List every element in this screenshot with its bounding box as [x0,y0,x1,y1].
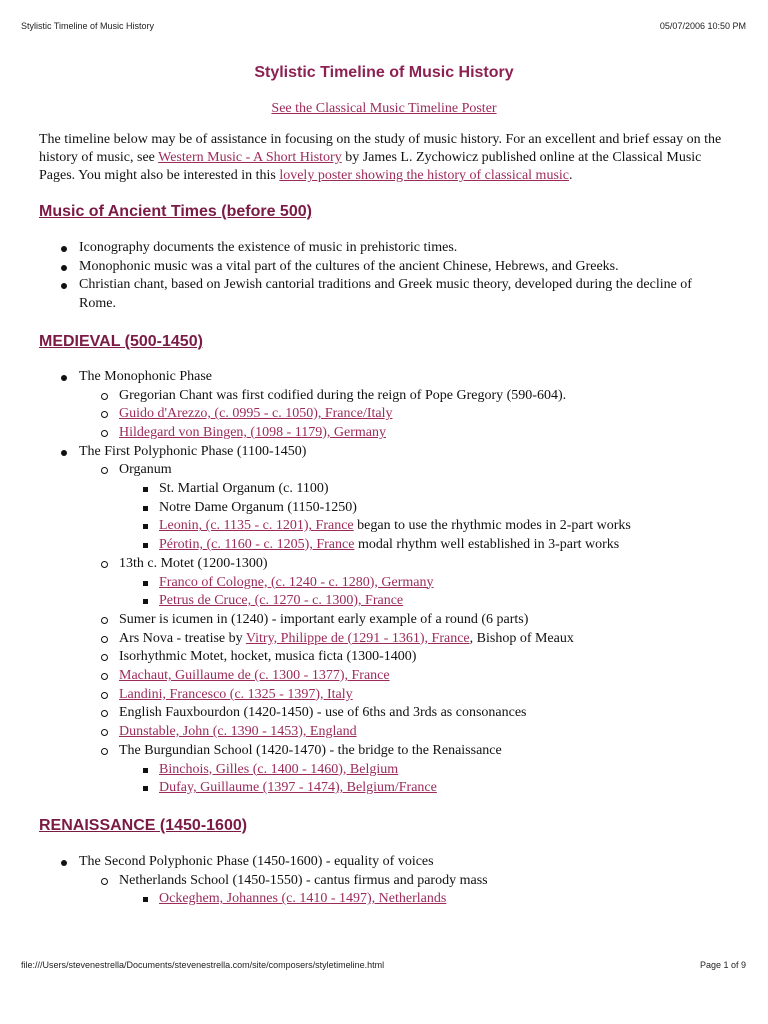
square-bullet-icon [143,768,148,773]
list-item: Ars Nova - treatise by Vitry, Philippe de (1291 - 1361), France, Bishop of Meaux [79,630,729,649]
list-item: The First Polyphonic Phase (1100-1450) Organum St. Martial Organum (c. 1100) Notre Dame Organum (1150-1250) Leonin, (c. 1135 - c. 1201), France began to use the rhythmic modes in 2-part works Pérotin, (c. 1160 - c. 1205), France modal rhythm well established in 3-part works 13th c. Motet (1200-1300) Franco of Cologne, (c. 1240 - c. 1280), Germany Petrus de Cruce, (c. 1270 - c. 1300), France Sumer is icumen in (1240) - important early example of a round (6 parts) Ars Nova - treatise by Vitry, Philippe de (1291 - 1361), France, Bishop of Meaux Isorhythmic Motet, hocket, musica ficta (1300-1400) Machaut, Guillaume de (c. 1300 - 1377), France Landini, Francesco (c. 1325 - 1397), Italy English Fauxbourdon (1420-1450) - use of 6ths and 3rds as consonances Dunstable, John (c. 1390 - 1453), England The Burgundian School (1420-1470) - the bridge to the Renaissance Binchois, Gilles (c. 1400 - 1460), Belgium Dufay, Guillaume (1397 - 1474), Belgium/France [39,443,729,798]
section-heading-ancient: Music of Ancient Times (before 500) [39,203,312,220]
list-item [79,686,729,705]
circle-bullet-icon [101,729,108,736]
renaissance-list [39,853,729,909]
composer-link-dunstable[interactable]: Dunstable, John (c. 1390 - 1453), England [119,724,357,740]
circle-bullet-icon [101,748,108,755]
list-item [79,723,729,742]
list-item: Iconography documents the existence of music in prehistoric times. [39,239,729,258]
square-bullet-icon [143,599,148,604]
list-item: The Monophonic Phase Gregorian Chant was first codified during the reign of Pope Gregory (590-604). Guido d'Arezzo, (c. 0995 - c. 1050), France/Italy Hildegard von Bingen, (1098 - 1179), Germany [39,368,729,443]
list-item: St. Martial Organum (c. 1100) [119,480,729,499]
list-item [119,761,729,780]
intro-paragraph [39,131,729,185]
square-bullet-icon [143,506,148,511]
print-footer-path: file:///Users/stevenestrella/Documents/stevenestrella.com/site/composers/styletimeline.html [21,960,385,970]
western-music-link[interactable]: Western Music - A Short History [158,150,342,165]
square-bullet-icon [143,581,148,586]
list-item: The Burgundian School (1420-1470) - the bridge to the Renaissance Binchois, Gilles (c. 1400 - 1460), Belgium Dufay, Guillaume (1397 - 1474), Belgium/France [79,742,729,798]
page-title: Stylistic Timeline of Music History [254,64,514,81]
list-item: Organum St. Martial Organum (c. 1100) Notre Dame Organum (1150-1250) Leonin, (c. 1135 - c. 1201), France began to use the rhythmic modes in 2-part works Pérotin, (c. 1160 - c. 1205), France modal rhythm well established in 3-part works [79,461,729,555]
list-item: English Fauxbourdon (1420-1450) - use of 6ths and 3rds as consonances [79,704,729,723]
list-item [79,405,729,424]
bullet-icon [61,246,67,252]
composer-link-binchois[interactable]: Binchois, Gilles (c. 1400 - 1460), Belgium [159,761,399,777]
list-item [119,592,729,611]
bullet-icon [61,860,67,866]
composer-link-ockeghem[interactable]: Ockeghem, Johannes (c. 1410 - 1497), Netherlands [159,891,447,907]
composer-link-machaut[interactable]: Machaut, Guillaume de (c. 1300 - 1377), France [119,668,390,684]
circle-bullet-icon [101,617,108,624]
square-bullet-icon [143,487,148,492]
intro-text-2: by James L. Zychowicz published online at the Classical Music Pages. You might also be interested in this [39,150,702,183]
list-item [79,667,729,686]
list-item [119,574,729,593]
square-bullet-icon [143,543,148,548]
circle-bullet-icon [101,673,108,680]
circle-bullet-icon [101,636,108,643]
circle-bullet-icon [101,710,108,717]
list-item: Christian chant, based on Jewish cantorial traditions and Greek music theory, developed during the decline of Rome. [39,276,729,313]
list-item: Gregorian Chant was first codified during the reign of Pope Gregory (590-604). [79,387,729,406]
list-item: Sumer is icumen in (1240) - important early example of a round (6 parts) [79,611,729,630]
page-content [39,62,729,909]
print-header-title: Stylistic Timeline of Music History [21,21,155,31]
circle-bullet-icon [101,467,108,474]
square-bullet-icon [143,897,148,902]
bullet-icon [61,375,67,381]
circle-bullet-icon [101,393,108,400]
circle-bullet-icon [101,430,108,437]
section-heading-renaissance: RENAISSANCE (1450-1600) [39,816,248,834]
bullet-icon [61,283,67,289]
composer-link-vitry[interactable]: Vitry, Philippe de (1291 - 1361), France [245,630,470,646]
composer-link-perotin[interactable]: Pérotin, (c. 1160 - c. 1205), France [159,537,355,553]
composer-link-landini[interactable]: Landini, Francesco (c. 1325 - 1397), Italy [119,686,353,702]
medieval-list [39,368,729,798]
list-item: Netherlands School (1450-1550) - cantus firmus and parody mass Ockeghem, Johannes (c. 1410 - 1497), Netherlands [79,872,729,909]
list-item: The Second Polyphonic Phase (1450-1600) - equality of voices Netherlands School (1450-1550) - cantus firmus and parody mass Ockeghem, Johannes (c. 1410 - 1497), Netherlands [39,853,729,909]
bullet-icon [61,265,67,271]
list-item [119,779,729,798]
list-item: Notre Dame Organum (1150-1250) [119,499,729,518]
section-heading-medieval: MEDIEVAL (500-1450) [39,332,203,350]
intro-text-1: The timeline below may be of assistance in focusing on the study of music history. For an excellent and brief essay on the history of music, see [39,132,722,165]
list-item: 13th c. Motet (1200-1300) Franco of Cologne, (c. 1240 - c. 1280), Germany Petrus de Cruce, (c. 1270 - c. 1300), France [79,555,729,611]
composer-link-petrus[interactable]: Petrus de Cruce, (c. 1270 - c. 1300), France [159,593,404,609]
list-item [79,424,729,443]
list-item: Isorhythmic Motet, hocket, musica ficta (1300-1400) [79,648,729,667]
circle-bullet-icon [101,878,108,885]
poster-history-link[interactable]: lovely poster showing the history of classical music [279,168,570,183]
composer-link-leonin[interactable]: Leonin, (c. 1135 - c. 1201), France [159,518,354,534]
circle-bullet-icon [101,654,108,661]
bullet-icon [61,450,67,456]
list-item [119,890,729,909]
print-footer-page: Page 1 of 9 [699,960,746,970]
list-item: Leonin, (c. 1135 - c. 1201), France began to use the rhythmic modes in 2-part works [119,517,729,536]
list-item: Monophonic music was a vital part of the cultures of the ancient Chinese, Hebrews, and Greeks. [39,258,729,277]
ancient-list [39,239,729,314]
circle-bullet-icon [101,561,108,568]
print-header-date: 05/07/2006 10:50 PM [659,21,746,31]
composer-link-guido[interactable]: Guido d'Arezzo, (c. 0995 - c. 1050), France/Italy [119,406,393,422]
square-bullet-icon [143,786,148,791]
list-item: Pérotin, (c. 1160 - c. 1205), France modal rhythm well established in 3-part works [119,536,729,555]
circle-bullet-icon [101,411,108,418]
square-bullet-icon [143,524,148,529]
poster-link[interactable]: See the Classical Music Timeline Poster [271,101,497,116]
circle-bullet-icon [101,692,108,699]
intro-text-3: . [569,168,573,183]
composer-link-hildegard[interactable]: Hildegard von Bingen, (1098 - 1179), Germany [119,424,386,440]
composer-link-dufay[interactable]: Dufay, Guillaume (1397 - 1474), Belgium/France [159,780,437,796]
composer-link-franco[interactable]: Franco of Cologne, (c. 1240 - c. 1280), Germany [159,574,434,590]
